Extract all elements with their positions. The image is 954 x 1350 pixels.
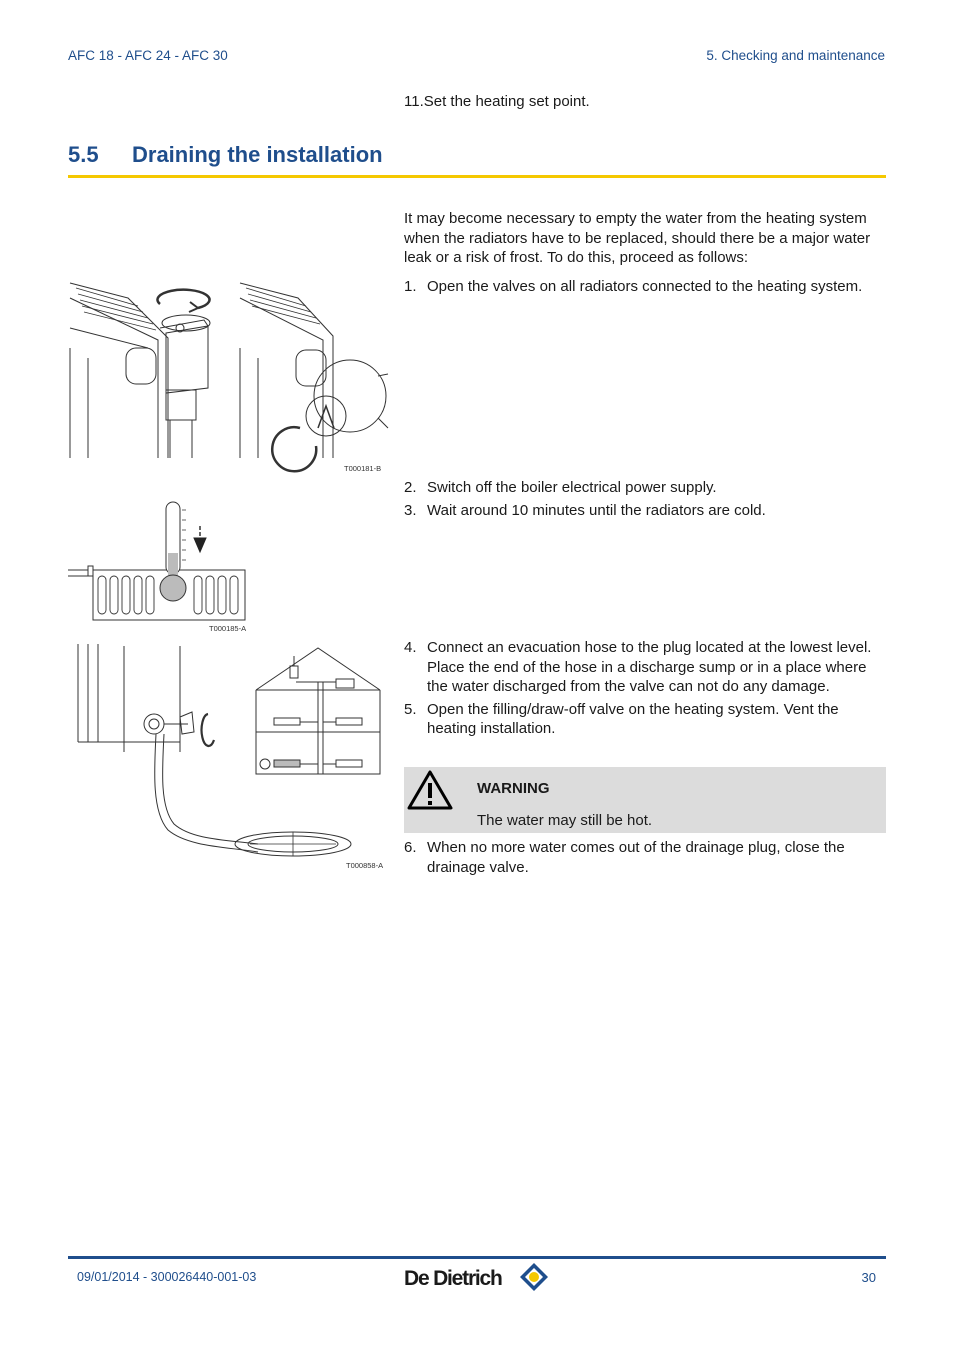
step-text: When no more water comes out of the drainage plug, close the drainage valve.: [427, 839, 845, 876]
header-chapter-title: 5. Checking and maintenance: [706, 48, 885, 63]
section-heading: [68, 142, 383, 168]
step-number: 2.: [404, 479, 417, 496]
step-list-1: [404, 277, 888, 300]
step-number: 5.: [404, 700, 417, 718]
previous-step-text: 11.Set the heating set point.: [404, 93, 590, 110]
step-item: [404, 638, 888, 697]
logo-wordmark: De Dietrich: [404, 1267, 502, 1290]
step-number: 6.: [404, 839, 417, 856]
step-text: Connect an evacuation hose to the plug located at the lowest level. Place the end of the hose in a discharge sump or in a place where the water discharged from the valve can not do any damage.: [427, 639, 872, 695]
warning-title: WARNING: [477, 780, 550, 797]
step-number: 3.: [404, 501, 417, 519]
footer-date-reference: 09/01/2014 - 300026440-001-03: [77, 1270, 257, 1284]
step-text: Wait around 10 minutes until the radiators are cold.: [427, 501, 766, 519]
step-number: 1.: [404, 278, 417, 295]
figure-thermometer-radiator: [68, 498, 253, 638]
warning-box: [404, 767, 886, 833]
step-item: [404, 478, 888, 498]
step-list-2: [404, 478, 888, 523]
de-dietrich-logo: [404, 1261, 552, 1295]
intro-paragraph: It may become necessary to empty the water from the heating system when the radiators have to be replaced, should there be a major water leak or a risk of frost. To do this, proceed as follows:: [404, 210, 871, 266]
step-item: [404, 838, 888, 877]
warning-text: The water may still be hot.: [477, 812, 653, 829]
figure-code-1: T000181-B: [344, 464, 382, 473]
figure-code-3: T000858-A: [346, 861, 384, 870]
figure-code-2: T000185-A: [209, 624, 247, 633]
footer-divider: [68, 1256, 886, 1259]
step-text: Open the filling/draw-off valve on the heating system. Vent the heating installation.: [427, 700, 839, 737]
page-number: 30: [861, 1270, 876, 1285]
step-text: Open the valves on all radiators connected to the heating system.: [427, 278, 863, 295]
step-number: 4.: [404, 639, 417, 656]
step-list-3: [404, 638, 888, 742]
section-number: 5.5: [68, 142, 99, 167]
section-divider: [68, 175, 886, 178]
figure-drain-valve-house: [68, 642, 390, 872]
figure-radiator-valves: [68, 278, 390, 478]
warning-triangle-icon: [407, 770, 453, 810]
header-document-title: AFC 18 - AFC 24 - AFC 30: [68, 48, 228, 63]
step-list-4: [404, 838, 888, 880]
step-item: [404, 277, 888, 297]
step-item: [404, 700, 888, 739]
step-text: Switch off the boiler electrical power supply.: [427, 479, 717, 496]
section-title: Draining the installation: [132, 142, 383, 167]
step-item: [404, 501, 888, 521]
